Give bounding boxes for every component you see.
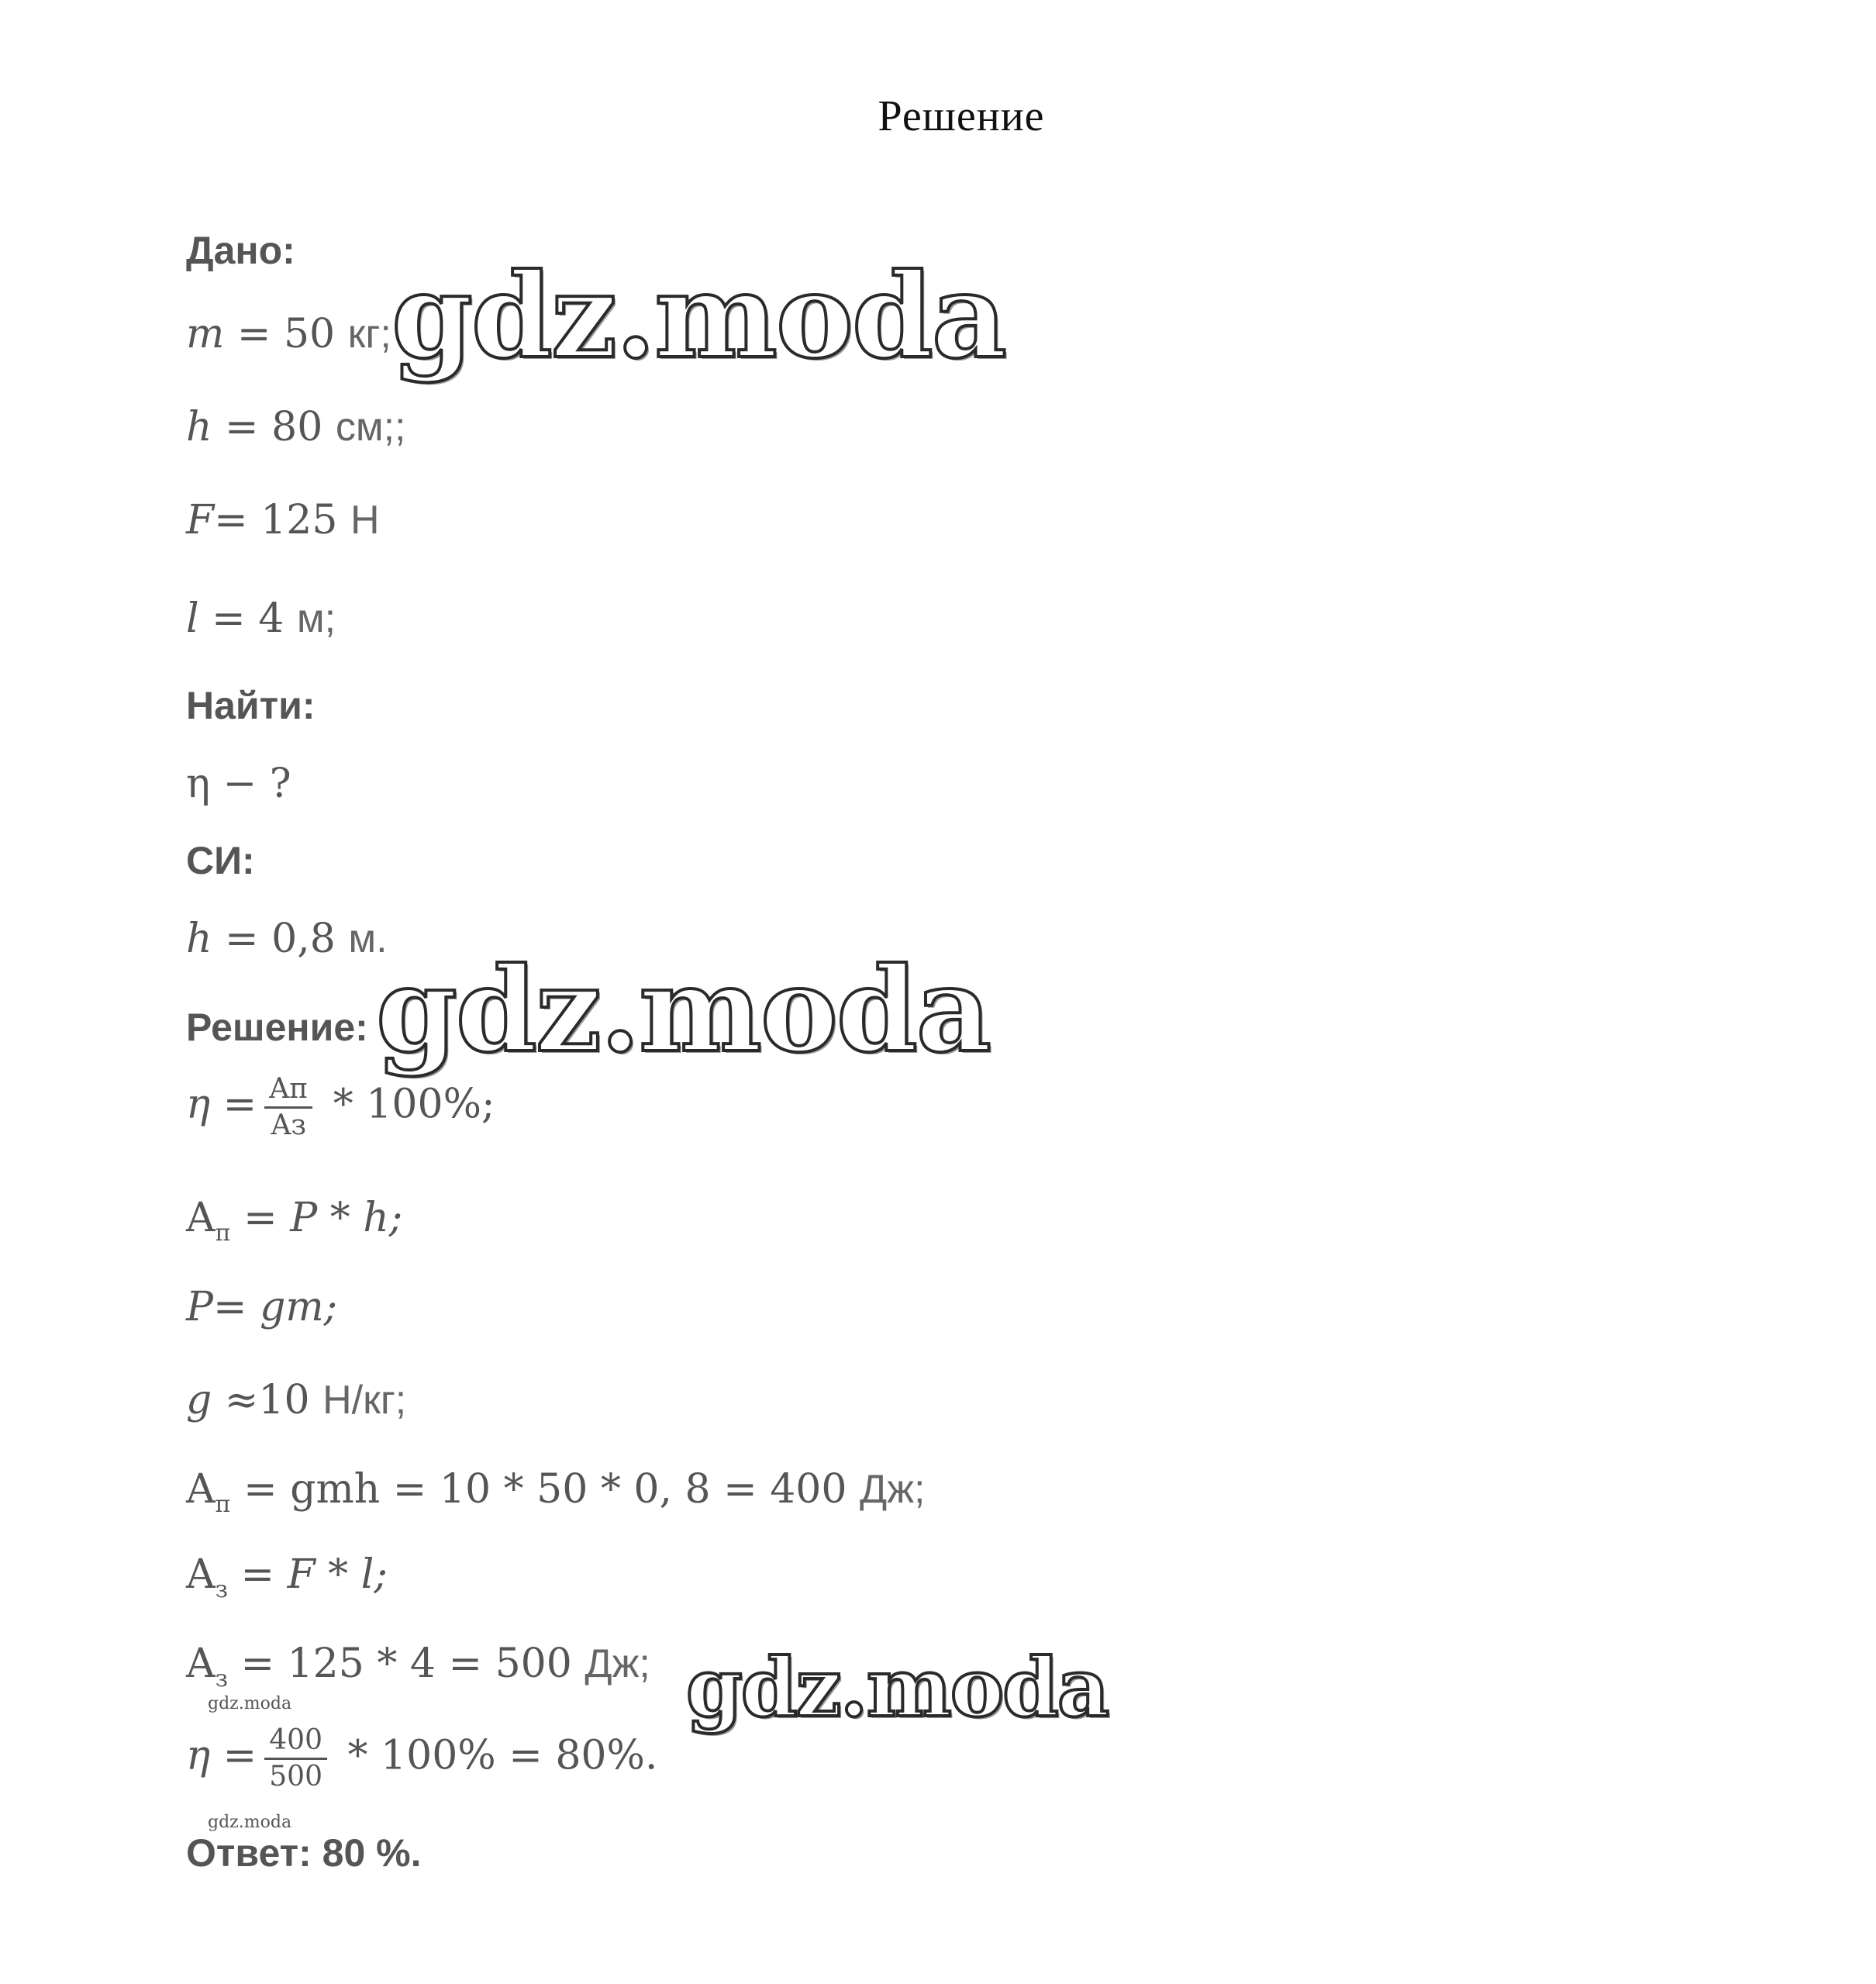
si-height-unit: м. (348, 916, 388, 961)
watermark-5: gdz.moda (208, 1813, 292, 1832)
var-f: F (186, 497, 215, 543)
gravity-definition (186, 1377, 407, 1423)
fraction-bar (264, 1106, 312, 1109)
work-subscript: п (215, 1491, 231, 1518)
eta-definition (186, 1074, 495, 1140)
var-m: m (186, 311, 225, 357)
watermark-1: gdz.moda (391, 248, 1006, 385)
work-subscript: з (215, 1665, 228, 1692)
work-symbol: A (186, 1641, 216, 1687)
given-heading: Дано: (186, 229, 295, 272)
useful-work-calculation (186, 1466, 926, 1518)
eta-lhs: η = (186, 1732, 257, 1779)
spent-work-formula: = F * l; (227, 1551, 388, 1598)
fraction-numerator: Aп (269, 1073, 309, 1105)
si-heading: СИ: (186, 839, 255, 882)
given-length (186, 595, 336, 642)
spent-work-definition (186, 1551, 388, 1603)
work-subscript: з (215, 1576, 228, 1603)
useful-work-definition (186, 1195, 403, 1247)
mass-unit: кг; (347, 312, 391, 357)
si-height-value: = 0,8 (212, 916, 349, 962)
solution-heading: Решение: (186, 1006, 368, 1049)
fraction-denominator: 500 (269, 1760, 322, 1793)
given-height (186, 404, 406, 450)
find-heading: Найти: (186, 684, 316, 727)
page-title: Решение (878, 92, 1045, 140)
var-h: h (186, 404, 212, 450)
efficiency-calculation (186, 1725, 657, 1792)
efficiency-fraction (264, 1725, 327, 1792)
given-mass (186, 311, 391, 357)
force-value: = 125 (214, 497, 350, 543)
length-value: = 4 (198, 595, 297, 642)
given-force (186, 497, 380, 543)
answer: Ответ: 80 %. (186, 1831, 422, 1875)
fraction-denominator: Aз (271, 1109, 307, 1141)
watermark-3: gdz.moda (686, 1640, 1109, 1735)
spent-work-unit: Дж; (585, 1641, 650, 1686)
watermark-2: gdz.moda (376, 942, 991, 1078)
spent-work-expression: = 125 * 4 = 500 (227, 1641, 585, 1687)
eta-rhs: * 100%; (320, 1081, 495, 1128)
spent-work-calculation (186, 1641, 650, 1692)
useful-work-unit: Дж; (860, 1467, 926, 1512)
gravity-unit: Н/кг; (322, 1378, 407, 1423)
length-unit: м; (296, 596, 336, 641)
useful-work-formula: = P * h; (230, 1195, 403, 1241)
work-subscript: п (215, 1220, 231, 1247)
work-symbol: A (186, 1551, 216, 1598)
var-g: g (186, 1377, 212, 1423)
var-l: l (186, 595, 199, 642)
work-symbol: A (186, 1195, 216, 1241)
useful-work-expression: = gmh = 10 * 50 * 0, 8 = 400 (230, 1466, 860, 1513)
find-item: η − ? (186, 761, 291, 807)
si-height (186, 916, 388, 962)
fraction-numerator: 400 (269, 1724, 322, 1756)
eta-fraction (264, 1074, 312, 1140)
force-unit: Н (350, 498, 380, 543)
mass-value: = 50 (224, 311, 348, 357)
eta-lhs: η = (186, 1081, 257, 1128)
watermark-4: gdz.moda (208, 1694, 292, 1713)
weight-definition: P= gm; (186, 1284, 338, 1330)
efficiency-result: * 100% = 80%. (334, 1732, 658, 1779)
work-symbol: A (186, 1466, 216, 1513)
height-value: = 80 (212, 404, 336, 450)
fraction-bar (264, 1758, 327, 1760)
gravity-value: ≈10 (212, 1377, 323, 1423)
var-h-si: h (186, 916, 212, 962)
height-unit: см;; (335, 405, 406, 450)
